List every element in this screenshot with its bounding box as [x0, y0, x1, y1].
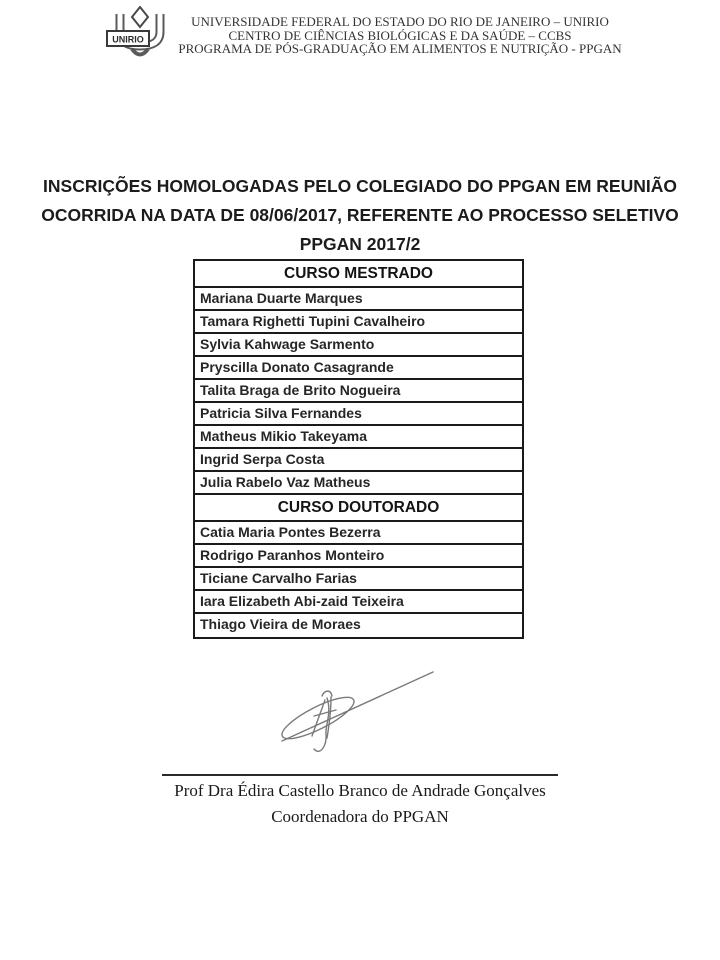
table-row: Iara Elizabeth Abi-zaid Teixeira: [195, 591, 522, 614]
table-row: Mariana Duarte Marques: [195, 288, 522, 311]
signature-scribble-icon: [270, 668, 480, 773]
letterhead-line-university: UNIVERSIDADE FEDERAL DO ESTADO DO RIO DE JANEIRO – UNIRIO: [191, 14, 609, 29]
signature-block: [0, 778, 720, 830]
letterhead-text: [160, 15, 640, 56]
table-row: Ingrid Serpa Costa: [195, 449, 522, 472]
table-row: Matheus Mikio Takeyama: [195, 426, 522, 449]
table-row: Rodrigo Paranhos Monteiro: [195, 545, 522, 568]
table-row: Ticiane Carvalho Farias: [195, 568, 522, 591]
table-row: Thiago Vieira de Moraes: [200, 616, 361, 632]
table-row: Sylvia Kahwage Sarmento: [195, 334, 522, 357]
letterhead-line-program: PROGRAMA DE PÓS-GRADUAÇÃO EM ALIMENTOS E NUTRIÇÃO - PPGAN: [178, 41, 622, 56]
page-title: [30, 172, 690, 259]
table-row: Julia Rabelo Vaz Matheus: [195, 472, 522, 495]
logo-text: UNIRIO: [112, 34, 144, 45]
table-row: Pryscilla Donato Casagrande: [195, 357, 522, 380]
letterhead-line-center: CENTRO DE CIÊNCIAS BIOLÓGICAS E DA SAÚDE – CCBS: [228, 27, 572, 43]
title-line-2: OCORRIDA NA DATA DE 08/06/2017, REFERENTE AO PROCESSO SELETIVO: [41, 205, 679, 225]
letterhead: [0, 0, 720, 70]
table-row: Talita Braga de Brito Nogueira: [195, 380, 522, 403]
roster-table: [193, 259, 524, 639]
table-row: Tamara Righetti Tupini Cavalheiro: [195, 311, 522, 334]
title-line-1: INSCRIÇÕES HOMOLOGADAS PELO COLEGIADO DO PPGAN EM REUNIÃO: [43, 176, 677, 196]
table-row: Catia Maria Pontes Bezerra: [195, 522, 522, 545]
title-line-3: PPGAN 2017/2: [299, 234, 421, 254]
table-row: Patricia Silva Fernandes: [195, 403, 522, 426]
mestrado-section-header: CURSO MESTRADO: [195, 261, 522, 288]
signatory-role: Coordenadora do PPGAN: [271, 807, 449, 826]
doutorado-section-header: CURSO DOUTORADO: [195, 495, 522, 522]
signature-line: [162, 774, 558, 776]
signatory-name: Prof Dra Édira Castello Branco de Andrade Gonçalves: [174, 781, 546, 800]
